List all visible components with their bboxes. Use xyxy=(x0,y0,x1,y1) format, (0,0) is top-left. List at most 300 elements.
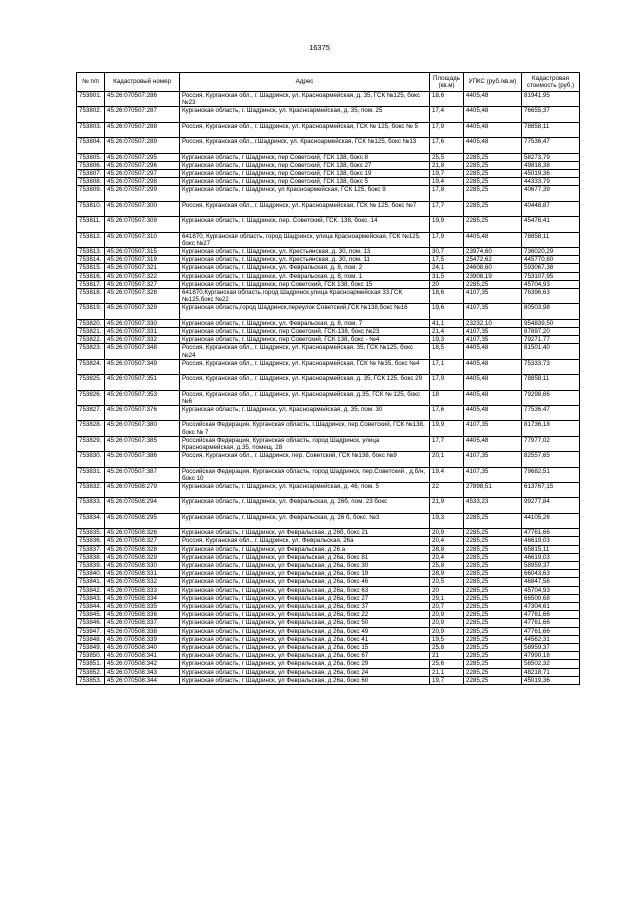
address-cell: Курганская область, г Шадринск, ул Февральская, д 26 а xyxy=(180,545,430,553)
area-cell: 41,1 xyxy=(430,319,464,327)
address-cell: Российская Федерация, Курганская область, город Шадринск, пер.Советский , д.б/н, бокс 10 xyxy=(180,467,430,482)
area-cell: 17,8 xyxy=(430,186,464,201)
upks-cell: 2285,25 xyxy=(464,537,522,545)
upks-cell: 2285,25 xyxy=(464,676,522,684)
table-row xyxy=(77,561,580,569)
address-cell: Курганская область, г. Шадринск, ул. Февральская, д. 8, пом. 7 xyxy=(180,319,430,327)
cadastral-cost-cell: 45019,36 xyxy=(522,676,580,684)
cadastral-number-cell: 45:26:070507:329 xyxy=(105,304,180,319)
upks-cell: 2285,25 xyxy=(464,529,522,537)
cadastral-cost-cell: 79271,77 xyxy=(522,336,580,344)
address-cell: Курганская область, г Шадринск, пер Советский, ГСК 138, бокс 27 xyxy=(180,161,430,169)
row-number-cell: 753842. xyxy=(77,586,105,594)
upks-cell: 2285,25 xyxy=(464,169,522,177)
area-cell: 19,7 xyxy=(430,676,464,684)
cadastral-number-cell: 45:26:070507:353 xyxy=(105,390,180,405)
upks-cell: 4107,35 xyxy=(464,288,522,303)
cadastral-number-cell: 45:26:070508:279 xyxy=(105,482,180,497)
cadastral-cost-cell: 44105,26 xyxy=(522,513,580,528)
cadastral-cost-cell: 77536,47 xyxy=(522,138,580,153)
table-row xyxy=(77,668,580,676)
cadastral-number-cell: 45:26:070507:380 xyxy=(105,421,180,436)
cadastral-cost-cell: 58959,37 xyxy=(522,561,580,569)
table-row xyxy=(77,467,580,482)
address-cell: Курганская область, г. Шадринск, пер Советский, ГСК 138, бокс 15 xyxy=(180,280,430,288)
table-row xyxy=(77,264,580,272)
area-cell: 30,7 xyxy=(430,247,464,255)
area-cell: 21 xyxy=(430,652,464,660)
cadastral-cost-cell: 45476,41 xyxy=(522,217,580,232)
upks-cell: 2285,25 xyxy=(464,545,522,553)
row-number-cell: 753812. xyxy=(77,232,105,247)
cadastral-cost-cell: 58959,37 xyxy=(522,644,580,652)
upks-cell: 2285,25 xyxy=(464,280,522,288)
row-number-cell: 753804. xyxy=(77,138,105,153)
cadastral-cost-cell: 79298,66 xyxy=(522,390,580,405)
table-row xyxy=(77,660,580,668)
cadastral-cost-cell: 954839,50 xyxy=(522,319,580,327)
cadastral-number-cell: 45:26:070508:344 xyxy=(105,676,180,684)
cadastral-number-cell: 45:26:070508:294 xyxy=(105,498,180,513)
cadastral-cost-cell: 593067,38 xyxy=(522,264,580,272)
upks-cell: 4107,35 xyxy=(464,467,522,482)
upks-cell: 4405,48 xyxy=(464,122,522,137)
address-cell: Курганская область, г Шадринск, ул Февральская, д 26а, бокс 41 xyxy=(180,635,430,643)
row-number-cell: 753802. xyxy=(77,107,105,122)
table-row xyxy=(77,537,580,545)
table-row xyxy=(77,545,580,553)
row-number-cell: 753834. xyxy=(77,513,105,528)
table-row xyxy=(77,201,580,216)
area-cell: 20,9 xyxy=(430,619,464,627)
cadastral-cost-cell: 77977,02 xyxy=(522,436,580,451)
row-number-cell: 753823. xyxy=(77,344,105,359)
table-row xyxy=(77,336,580,344)
address-cell: Россия, Курганская обл., г. Шадринск, ул. Красноармейская, ГСК № 125, бокс №7 xyxy=(180,201,430,216)
header-cadastral-number: Кадастровый номер xyxy=(105,73,180,92)
area-cell: 20 xyxy=(430,280,464,288)
address-cell: Курганская область, г Шадринск, ул Февральская, д 26а, бокс 50 xyxy=(180,619,430,627)
address-cell: Курганская область, г Шадринск, ул Февральская, д 26а, бокс 37 xyxy=(180,602,430,610)
address-cell: Курганская область, г Шадринск, ул Февральская, д 26а, бокс 30 xyxy=(180,561,430,569)
row-number-cell: 753851. xyxy=(77,660,105,668)
address-cell: Курганская область, г Шадринск, ул Февральская, д 26а, бокс 60 xyxy=(180,676,430,684)
header-address: Адрес xyxy=(180,73,430,92)
upks-cell: 2285,25 xyxy=(464,178,522,186)
cadastral-cost-cell: 58273,79 xyxy=(522,153,580,161)
row-number-cell: 753831. xyxy=(77,467,105,482)
upks-cell: 4533,23 xyxy=(464,498,522,513)
cadastral-cost-cell: 81941,95 xyxy=(522,92,580,107)
header-row-number: № п/п xyxy=(77,73,105,92)
upks-cell: 2285,25 xyxy=(464,578,522,586)
row-number-cell: 753806. xyxy=(77,161,105,169)
row-number-cell: 753803. xyxy=(77,122,105,137)
cadastral-cost-cell: 75333,73 xyxy=(522,359,580,374)
table-row xyxy=(77,452,580,467)
row-number-cell: 753805. xyxy=(77,153,105,161)
upks-cell: 4405,48 xyxy=(464,107,522,122)
upks-cell: 23974,60 xyxy=(464,247,522,255)
row-number-cell: 753811. xyxy=(77,217,105,232)
row-number-cell: 753845. xyxy=(77,611,105,619)
cadastral-number-cell: 45:26:070508:331 xyxy=(105,570,180,578)
cadastral-number-cell: 45:26:070507:300 xyxy=(105,201,180,216)
upks-cell: 2285,25 xyxy=(464,594,522,602)
address-cell: Курганская область, г Шадринск, ул Февральская, д 26а, бокс 67 xyxy=(180,652,430,660)
cadastral-cost-cell: 47304,61 xyxy=(522,602,580,610)
table-row xyxy=(77,92,580,107)
row-number-cell: 753830. xyxy=(77,452,105,467)
area-cell: 19,7 xyxy=(430,169,464,177)
cadastral-cost-cell: 46847,56 xyxy=(522,578,580,586)
cadastral-number-cell: 45:26:070507:289 xyxy=(105,138,180,153)
area-cell: 19,4 xyxy=(430,467,464,482)
row-number-cell: 753817. xyxy=(77,280,105,288)
area-cell: 18,6 xyxy=(430,288,464,303)
area-cell: 20,9 xyxy=(430,529,464,537)
row-number-cell: 753833. xyxy=(77,498,105,513)
cadastral-number-cell: 45:26:070507:327 xyxy=(105,280,180,288)
address-cell: 641870,Курганская область,город Шадринск,улица Красноармейская 33,ГСК №125,бокс №22 xyxy=(180,288,430,303)
cadastral-cost-cell: 753107,95 xyxy=(522,272,580,280)
cadastral-cost-cell: 45019,36 xyxy=(522,169,580,177)
table-row xyxy=(77,161,580,169)
upks-cell: 4405,48 xyxy=(464,138,522,153)
upks-cell: 2285,25 xyxy=(464,619,522,627)
cadastral-cost-cell: 40448,87 xyxy=(522,201,580,216)
cadastral-cost-cell: 613767,15 xyxy=(522,482,580,497)
row-number-cell: 753849. xyxy=(77,644,105,652)
area-cell: 25,8 xyxy=(430,561,464,569)
cadastral-number-cell: 45:26:070508:336 xyxy=(105,611,180,619)
cadastral-number-cell: 45:26:070508:329 xyxy=(105,553,180,561)
cadastral-number-cell: 45:26:070508:328 xyxy=(105,545,180,553)
cadastral-number-cell: 45:26:070507:330 xyxy=(105,319,180,327)
row-number-cell: 753801. xyxy=(77,92,105,107)
upks-cell: 2285,25 xyxy=(464,644,522,652)
cadastral-number-cell: 45:26:070507:295 xyxy=(105,153,180,161)
area-cell: 20,4 xyxy=(430,537,464,545)
row-number-cell: 753840. xyxy=(77,570,105,578)
row-number-cell: 753824. xyxy=(77,359,105,374)
upks-cell: 4405,48 xyxy=(464,436,522,451)
area-cell: 17,9 xyxy=(430,375,464,390)
area-cell: 20 xyxy=(430,586,464,594)
table-row xyxy=(77,272,580,280)
table-row xyxy=(77,513,580,528)
header-upks: УПКС (руб./кв.м) xyxy=(464,73,522,92)
area-cell: 20,7 xyxy=(430,602,464,610)
upks-cell: 24608,60 xyxy=(464,264,522,272)
address-cell: Курганская область, г Шадринск, ул Февральская, д 26а, бокс 63 xyxy=(180,586,430,594)
cadastral-cost-cell: 81501,40 xyxy=(522,344,580,359)
address-cell: Россия, Курганская обл., г. Шадринск, ул. Февральская, 26а xyxy=(180,537,430,545)
cadastral-cost-cell: 47761,66 xyxy=(522,611,580,619)
upks-cell: 2285,25 xyxy=(464,186,522,201)
table-row xyxy=(77,436,580,451)
row-number-cell: 753844. xyxy=(77,602,105,610)
area-cell: 19,3 xyxy=(430,336,464,344)
address-cell: Курганская область, г. Шадринск, ул. Красноармейская, д. 35, пом. 25 xyxy=(180,107,430,122)
cadastral-number-cell: 45:26:070507:385 xyxy=(105,436,180,451)
cadastral-cost-cell: 44562,31 xyxy=(522,635,580,643)
address-cell: Россия, Курганская обл., г. Шадринск, ул. Красноармейская, д.35, ГСК № 125, бокс №6 xyxy=(180,390,430,405)
upks-cell: 2285,25 xyxy=(464,602,522,610)
area-cell: 20,1 xyxy=(430,452,464,467)
row-number-cell: 753820. xyxy=(77,319,105,327)
table-row xyxy=(77,186,580,201)
table-row xyxy=(77,327,580,335)
upks-cell: 2285,25 xyxy=(464,627,522,635)
cadastral-cost-cell: 79682,51 xyxy=(522,467,580,482)
cadastral-cost-cell: 77536,47 xyxy=(522,405,580,420)
table-row xyxy=(77,107,580,122)
table-row xyxy=(77,247,580,255)
row-number-cell: 753839. xyxy=(77,561,105,569)
address-cell: Курганская область, г Шадринск, ул Февральская, д 26а, бокс 19 xyxy=(180,570,430,578)
upks-cell: 4405,48 xyxy=(464,375,522,390)
cadastral-number-cell: 45:26:070507:386 xyxy=(105,452,180,467)
table-row xyxy=(77,570,580,578)
address-cell: Курганская область, г Шадринск, ул Февральская, д 26а, бокс 49 xyxy=(180,627,430,635)
area-cell: 21,1 xyxy=(430,668,464,676)
cadastral-cost-cell: 65815,11 xyxy=(522,545,580,553)
row-number-cell: 753819. xyxy=(77,304,105,319)
table-row xyxy=(77,529,580,537)
upks-cell: 2285,25 xyxy=(464,570,522,578)
cadastral-cost-cell: 47761,66 xyxy=(522,627,580,635)
row-number-cell: 753827. xyxy=(77,405,105,420)
area-cell: 17,4 xyxy=(430,107,464,122)
cadastral-cost-cell: 47761,66 xyxy=(522,529,580,537)
cadastral-number-cell: 45:26:070507:349 xyxy=(105,359,180,374)
row-number-cell: 753846. xyxy=(77,619,105,627)
address-cell: Курганская область, г. Шадринск, ул. Крестьянская, д. 30, пом. 11 xyxy=(180,256,430,264)
table-row xyxy=(77,178,580,186)
table-row xyxy=(77,390,580,405)
address-cell: Курганская область, г. Шадринск, ул. Февральская, д. 8, пом. 2 xyxy=(180,264,430,272)
cadastral-number-cell: 45:26:070507:332 xyxy=(105,336,180,344)
address-cell: Курганская область,город Шадринск,переулок Советский,ГСК №138,бокс №16 xyxy=(180,304,430,319)
table-row xyxy=(77,232,580,247)
row-number-cell: 753821. xyxy=(77,327,105,335)
header-cadastral-cost: Кадастровая стоимость (руб.) xyxy=(522,73,580,92)
address-cell: 641870, Курганская область, город Шадринск, улица Красноармейская, ГСК №125, бокс №27 xyxy=(180,232,430,247)
cadastral-number-cell: 45:26:070508:327 xyxy=(105,537,180,545)
address-cell: Курганская область, г. Шадринск, ул. Красноармейская, д. 35, пом. 30 xyxy=(180,405,430,420)
cadastral-number-cell: 45:26:070508:339 xyxy=(105,635,180,643)
table-body xyxy=(77,92,580,685)
address-cell: Курганская область, г. Шадринск, пер Советский, ГСК-138, бокс №23 xyxy=(180,327,430,335)
row-number-cell: 753816. xyxy=(77,272,105,280)
cadastral-cost-cell: 78858,11 xyxy=(522,232,580,247)
cadastral-number-cell: 45:26:070507:287 xyxy=(105,107,180,122)
cadastral-cost-cell: 82557,65 xyxy=(522,452,580,467)
area-cell: 24,1 xyxy=(430,264,464,272)
table-row xyxy=(77,611,580,619)
area-cell: 20,9 xyxy=(430,611,464,619)
area-cell: 20,9 xyxy=(430,627,464,635)
area-cell: 25,6 xyxy=(430,660,464,668)
row-number-cell: 753848. xyxy=(77,635,105,643)
cadastral-number-cell: 45:26:070507:310 xyxy=(105,232,180,247)
cadastral-number-cell: 45:26:070507:328 xyxy=(105,288,180,303)
table-row xyxy=(77,122,580,137)
address-cell: Россия, Курганская обл., г.Шадринск, ул. Красноармейская, ГСК №125, бокс №13 xyxy=(180,138,430,153)
table-row xyxy=(77,217,580,232)
upks-cell: 2285,25 xyxy=(464,652,522,660)
upks-cell: 4107,35 xyxy=(464,452,522,467)
area-cell: 25,8 xyxy=(430,644,464,652)
area-cell: 21,8 xyxy=(430,161,464,169)
row-number-cell: 753825. xyxy=(77,375,105,390)
table-row xyxy=(77,153,580,161)
table-row xyxy=(77,553,580,561)
address-cell: Курганская область, г Шадринск, пер Советский, ГСК 138, бокс 8 xyxy=(180,153,430,161)
row-number-cell: 753810. xyxy=(77,201,105,216)
table-row xyxy=(77,359,580,374)
address-cell: Курганская область, г Шадринск, ул Красноармейская, ГСК 125, бокс 9 xyxy=(180,186,430,201)
cadastral-cost-cell: 58502,32 xyxy=(522,660,580,668)
address-cell: Курганская область, г Шадринск, ул Февральская, д 26а, бокс 29 xyxy=(180,660,430,668)
upks-cell: 2285,25 xyxy=(464,586,522,594)
cadastral-cost-cell: 445770,80 xyxy=(522,256,580,264)
row-number-cell: 753853. xyxy=(77,676,105,684)
cadastral-number-cell: 45:26:070508:342 xyxy=(105,660,180,668)
table-row xyxy=(77,676,580,684)
upks-cell: 25472,62 xyxy=(464,256,522,264)
cadastral-number-cell: 45:26:070507:286 xyxy=(105,92,180,107)
cadastral-cost-cell: 66500,68 xyxy=(522,594,580,602)
upks-cell: 4405,48 xyxy=(464,232,522,247)
row-number-cell: 753818. xyxy=(77,288,105,303)
table-row xyxy=(77,288,580,303)
address-cell: Курганская область, г Шадринск, ул Февральская, д 26а, бокс 46 xyxy=(180,578,430,586)
row-number-cell: 753850. xyxy=(77,652,105,660)
cadastral-cost-cell: 45704,93 xyxy=(522,586,580,594)
cadastral-number-cell: 45:26:070508:332 xyxy=(105,578,180,586)
area-cell: 18,5 xyxy=(430,344,464,359)
area-cell: 19,9 xyxy=(430,217,464,232)
table-header-row xyxy=(77,73,580,92)
cadastral-number-cell: 45:26:070508:337 xyxy=(105,619,180,627)
cadastral-number-cell: 45:26:070507:376 xyxy=(105,405,180,420)
cadastral-cost-cell: 48218,71 xyxy=(522,668,580,676)
table-row xyxy=(77,594,580,602)
table-row xyxy=(77,586,580,594)
cadastral-cost-cell: 46619,03 xyxy=(522,553,580,561)
upks-cell: 4107,35 xyxy=(464,421,522,436)
address-cell: Курганская область, г. Шадринск, ул. Февральская, д. 26 б, бокс. №3 xyxy=(180,513,430,528)
area-cell: 17,9 xyxy=(430,122,464,137)
cadastral-cost-cell: 78858,11 xyxy=(522,375,580,390)
cadastral-cost-cell: 78858,11 xyxy=(522,122,580,137)
cadastral-number-cell: 45:26:070507:331 xyxy=(105,327,180,335)
address-cell: Курганская область, г Шадринск, ул Февральская, д 26а, бокс 24 xyxy=(180,668,430,676)
table-row xyxy=(77,405,580,420)
area-cell: 17,1 xyxy=(430,359,464,374)
address-cell: Российская Федерация, Курганская область, г.Шадринск, пер.Советский, ГСК №138, бокс № 7 xyxy=(180,421,430,436)
row-number-cell: 753826. xyxy=(77,390,105,405)
cadastral-cost-cell: 80503,98 xyxy=(522,304,580,319)
page-number: 16375 xyxy=(309,43,330,52)
area-cell: 19,5 xyxy=(430,635,464,643)
cadastral-number-cell: 45:26:070508:330 xyxy=(105,561,180,569)
table-row xyxy=(77,304,580,319)
upks-cell: 2285,25 xyxy=(464,611,522,619)
cadastral-cost-cell: 45704,93 xyxy=(522,280,580,288)
row-number-cell: 753852. xyxy=(77,668,105,676)
cadastral-cost-cell: 44333,79 xyxy=(522,178,580,186)
address-cell: Россия, Курганская обл., г. Шадринск, ул. Красноармейская, ГСК № 125, бокс № 5 xyxy=(180,122,430,137)
address-cell: Курганская область, г Шадринск, пер Советский, ГСК 138, бокс 5 xyxy=(180,178,430,186)
cadastral-number-cell: 45:26:070507:297 xyxy=(105,169,180,177)
table-row xyxy=(77,627,580,635)
table-row xyxy=(77,421,580,436)
upks-cell: 2285,25 xyxy=(464,217,522,232)
row-number-cell: 753836. xyxy=(77,537,105,545)
row-number-cell: 753835. xyxy=(77,529,105,537)
area-cell: 17,7 xyxy=(430,201,464,216)
upks-cell: 2285,25 xyxy=(464,153,522,161)
upks-cell: 2285,25 xyxy=(464,201,522,216)
address-cell: Курганская область, г Шадринск, ул Февральская, д 26а, бокс 81 xyxy=(180,553,430,561)
area-cell: 19,9 xyxy=(430,421,464,436)
area-cell: 21,9 xyxy=(430,498,464,513)
table-row xyxy=(77,138,580,153)
table-row xyxy=(77,498,580,513)
address-cell: Курганская область, г. Шадринск, пер Советский, ГСК 138, бокс - №4 xyxy=(180,336,430,344)
table-row xyxy=(77,319,580,327)
area-cell: 29,1 xyxy=(430,594,464,602)
table-row xyxy=(77,619,580,627)
cadastral-cost-cell: 99277,84 xyxy=(522,498,580,513)
row-number-cell: 753807. xyxy=(77,169,105,177)
address-cell: Курганская область, г Шадринск, ул Февральская, д 26а, бокс 22 xyxy=(180,611,430,619)
cadastral-value-table xyxy=(76,72,580,685)
area-cell: 21,4 xyxy=(430,327,464,335)
header-area: Площадь (кв.м) xyxy=(430,73,464,92)
cadastral-number-cell: 45:26:070507:298 xyxy=(105,178,180,186)
table-row xyxy=(77,644,580,652)
table-row xyxy=(77,280,580,288)
address-cell: Курганская область, г. Шадринск, ул. Красноармейская, д. 46, пом. 5 xyxy=(180,482,430,497)
cadastral-cost-cell: 46619,03 xyxy=(522,537,580,545)
upks-cell: 2285,25 xyxy=(464,561,522,569)
area-cell: 20,5 xyxy=(430,578,464,586)
address-cell: Россия, Курганская обл., г. Шадринск, ул. Красноармейская, д. 35, ГСК №125, бокс №23 xyxy=(180,92,430,107)
cadastral-cost-cell: 66043,63 xyxy=(522,570,580,578)
address-cell: Россия, Курганская обл., г. Шадринск, ул. Красноармейская, д. 35, ГСК 125, бокс 29 xyxy=(180,375,430,390)
upks-cell: 23232,10 xyxy=(464,319,522,327)
table-row xyxy=(77,652,580,660)
row-number-cell: 753838. xyxy=(77,553,105,561)
cadastral-number-cell: 45:26:070508:343 xyxy=(105,668,180,676)
row-number-cell: 753813. xyxy=(77,247,105,255)
cadastral-number-cell: 45:26:070507:351 xyxy=(105,375,180,390)
upks-cell: 2285,25 xyxy=(464,635,522,643)
upks-cell: 4405,48 xyxy=(464,92,522,107)
cadastral-number-cell: 45:26:070507:319 xyxy=(105,256,180,264)
cadastral-cost-cell: 40677,39 xyxy=(522,186,580,201)
row-number-cell: 753843. xyxy=(77,594,105,602)
table-row xyxy=(77,169,580,177)
address-cell: Российская Федерация, Курганская область, город Шадринск, улица Красноармейская, д.35, помещ. 28 xyxy=(180,436,430,451)
row-number-cell: 753832. xyxy=(77,482,105,497)
address-cell: Россия, Курганская обл., г. Шадринск, ул. Красноармейская, 35, ГСК №125, бокс №24 xyxy=(180,344,430,359)
upks-cell: 2285,25 xyxy=(464,553,522,561)
